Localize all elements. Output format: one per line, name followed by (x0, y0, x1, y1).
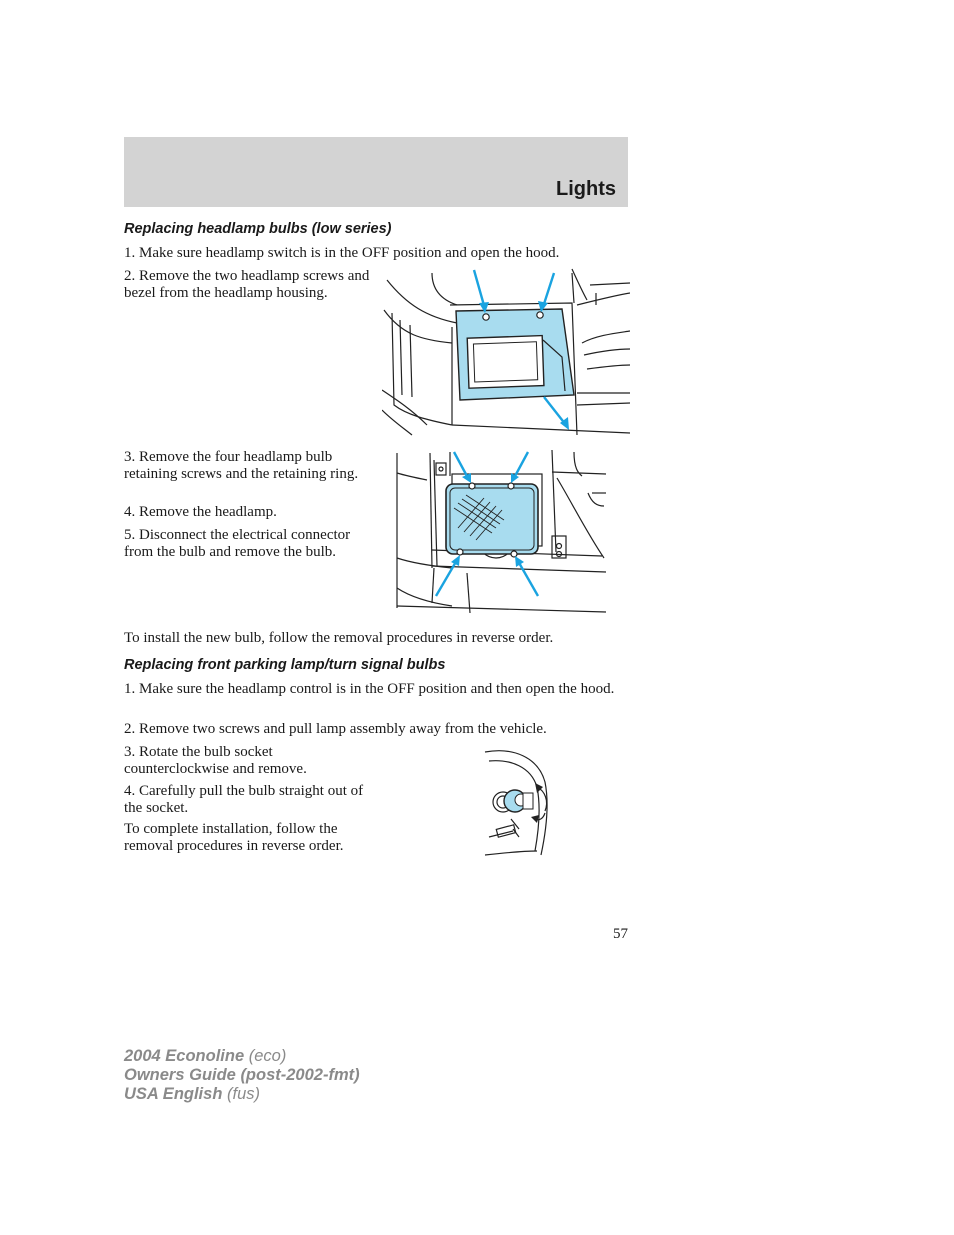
headlamp-step-2: 2. Remove the two headlamp screws and bezel from the headlamp housing. (124, 268, 370, 301)
headlamp-bezel-illustration (382, 265, 630, 437)
footer-guide-format: Owners Guide (post-2002-fmt) (124, 1066, 360, 1084)
headlamp-retaining-ring-illustration (392, 448, 610, 618)
footer-line-3 (124, 1085, 360, 1104)
page-number: 57 (613, 926, 628, 942)
footer-line-2 (124, 1066, 360, 1085)
footer-model-code: (eco) (248, 1047, 287, 1065)
footer-language-code: (fus) (227, 1085, 260, 1103)
footer-model: 2004 Econoline (124, 1047, 245, 1065)
section-header-band (124, 137, 628, 207)
footer-language: USA English (124, 1085, 223, 1103)
heading-parking-lamp-turn-signal: Replacing front parking lamp/turn signal bulbs (124, 657, 446, 673)
footer-document-info (124, 1047, 360, 1104)
headlamp-step-5: 5. Disconnect the electrical connector from the bulb and remove the bulb. (124, 527, 351, 560)
parking-lamp-step-1: 1. Make sure the headlamp control is in the OFF position and then open the hood. (124, 681, 615, 697)
heading-headlamp-low-series: Replacing headlamp bulbs (low series) (124, 221, 392, 237)
section-title: Lights (556, 178, 616, 200)
headlamp-install-note: To install the new bulb, follow the removal procedures in reverse order. (124, 630, 554, 646)
parking-lamp-step-2: 2. Remove two screws and pull lamp assembly away from the vehicle. (124, 721, 547, 737)
bulb-socket-illustration (483, 747, 555, 859)
headlamp-step-1: 1. Make sure headlamp switch is in the OFF position and open the hood. (124, 245, 560, 261)
footer-line-1 (124, 1047, 360, 1066)
parking-lamp-step-3: 3. Rotate the bulb socket counterclockwise and remove. (124, 744, 307, 777)
parking-lamp-complete-note: To complete installation, follow the removal procedures in reverse order. (124, 821, 344, 854)
headlamp-step-4: 4. Remove the headlamp. (124, 504, 277, 520)
headlamp-step-3: 3. Remove the four headlamp bulb retaining screws and the retaining ring. (124, 449, 359, 482)
parking-lamp-step-4: 4. Carefully pull the bulb straight out of the socket. (124, 783, 364, 816)
